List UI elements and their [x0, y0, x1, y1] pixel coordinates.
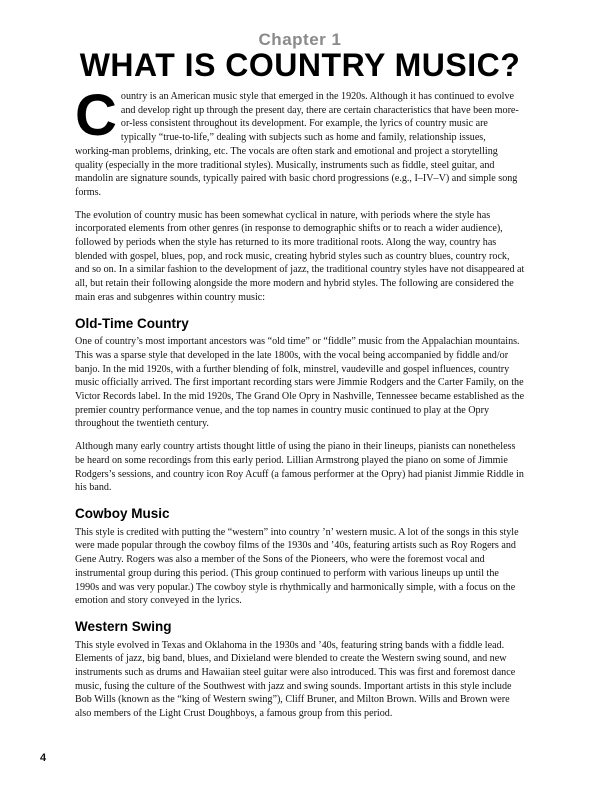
section-heading-old-time-country: Old-Time Country: [75, 315, 189, 331]
section-heading-western-swing: Western Swing: [75, 618, 172, 634]
cowboy-music-paragraph-1: This style is credited with putting the “western” into country ’n’ western music. A lot of the songs in this style were made popular through the cowboy films of the 1930s and ’40s, featuring artists such as Roy Rogers and Gene Autry. Rogers was also a member of the Sons of the Pioneers, who were the foremost vocal and instrumental group during this period. (This group continued to perform with various lineups up until the 1990s and was very popular.) The cowboy style is rhythmically and harmonically simple, with a focus on the emotion and story conveyed in the lyrics.: [75, 526, 519, 607]
intro-paragraph-1-text: ountry is an American music style that emerged in the 1920s. Although it has continued to evolve and develop right up through the present day, there are certain characteristics that have been more-or-less consistent throughout its development. For example, the lyrics of country music are typically “true-to-life,” dealing with subjects such as home and family, relationship issues, working-man problems, drinking, etc. The vocals are often stark and emotional and project a storytelling quality (especially in the more traditional styles). Musically, instruments such as fiddle, steel guitar, and mandolin are signature sounds, typically paired with basic chord progressions (e.g., I–IV–V) and simple song forms.: [75, 91, 519, 198]
old-time-country-paragraph-1: One of country’s most important ancestors was “old time” or “fiddle” music from the Appalachian mountains. This was a sparse style that developed in the late 1800s, with the vocal being accompanied by fiddle and/or banjo. In the mid 1920s, with a further blending of folk, minstrel, vaudeville and gospel influences, country music officially arrived. The first important recording stars were Jimmie Rodgers and the Carter Family, on the Victor Records label. In the mid 1920s, The Grand Ole Opry in Nashville, Tennessee became established as the premier country performance venue, and the top names in country music continued to play at the Opry throughout the twentieth century.: [75, 336, 525, 430]
chapter-title: WHAT IS COUNTRY MUSIC?: [79, 47, 521, 83]
drop-cap: C: [75, 83, 117, 148]
page-number: 4: [40, 752, 47, 764]
intro-paragraph-2: The evolution of country music has been somewhat cyclical in nature, with periods where the style has incorporated elements from other genres (in response to demographic shifts or to reach a wider audience), followed by periods when the style has returned to its more traditional roots. Along the way, country has blended with gospel, blues, pop, and rock music, creating hybrid styles such as country blues, country rock, and so on. In a similar fashion to the development of jazz, the traditional country styles have not disappeared at all, but retain their following alongside the more modern and hybrid styles. The following are considered the main eras and subgenres within country music:: [75, 209, 525, 303]
intro-paragraph-1: [75, 83, 525, 200]
section-heading-cowboy-music: Cowboy Music: [75, 505, 170, 521]
chapter-label: Chapter 1: [258, 30, 342, 49]
western-swing-paragraph-1: This style evolved in Texas and Oklahoma in the 1930s and ’40s, featuring string bands with a fiddle lead. Elements of jazz, big band, blues, and Dixieland were blended to create the Western swing sound, and new instruments such as drums and Hawaiian steel guitar were also introduced. This was first and foremost dance music, fusing the culture of the Southwest with jazz and swing sounds. Important artists in this style include Bob Wills (known as the “king of Western swing”), Cliff Bruner, and Milton Brown. Wills and Brown were also members of the Light Crust Doughboys, a famous group from this period.: [75, 639, 516, 720]
chapter-body: [75, 83, 525, 730]
old-time-country-paragraph-2: Although many early country artists thought little of using the piano in their lineups, pianists can nonetheless be heard on some recordings from this early period. Lillian Armstrong played the piano on some of Jimmie Rodgers’s sessions, and country icon Roy Acuff (a famous performer at the Opry) had pianist Jimmie Riddle in his band.: [75, 441, 524, 494]
